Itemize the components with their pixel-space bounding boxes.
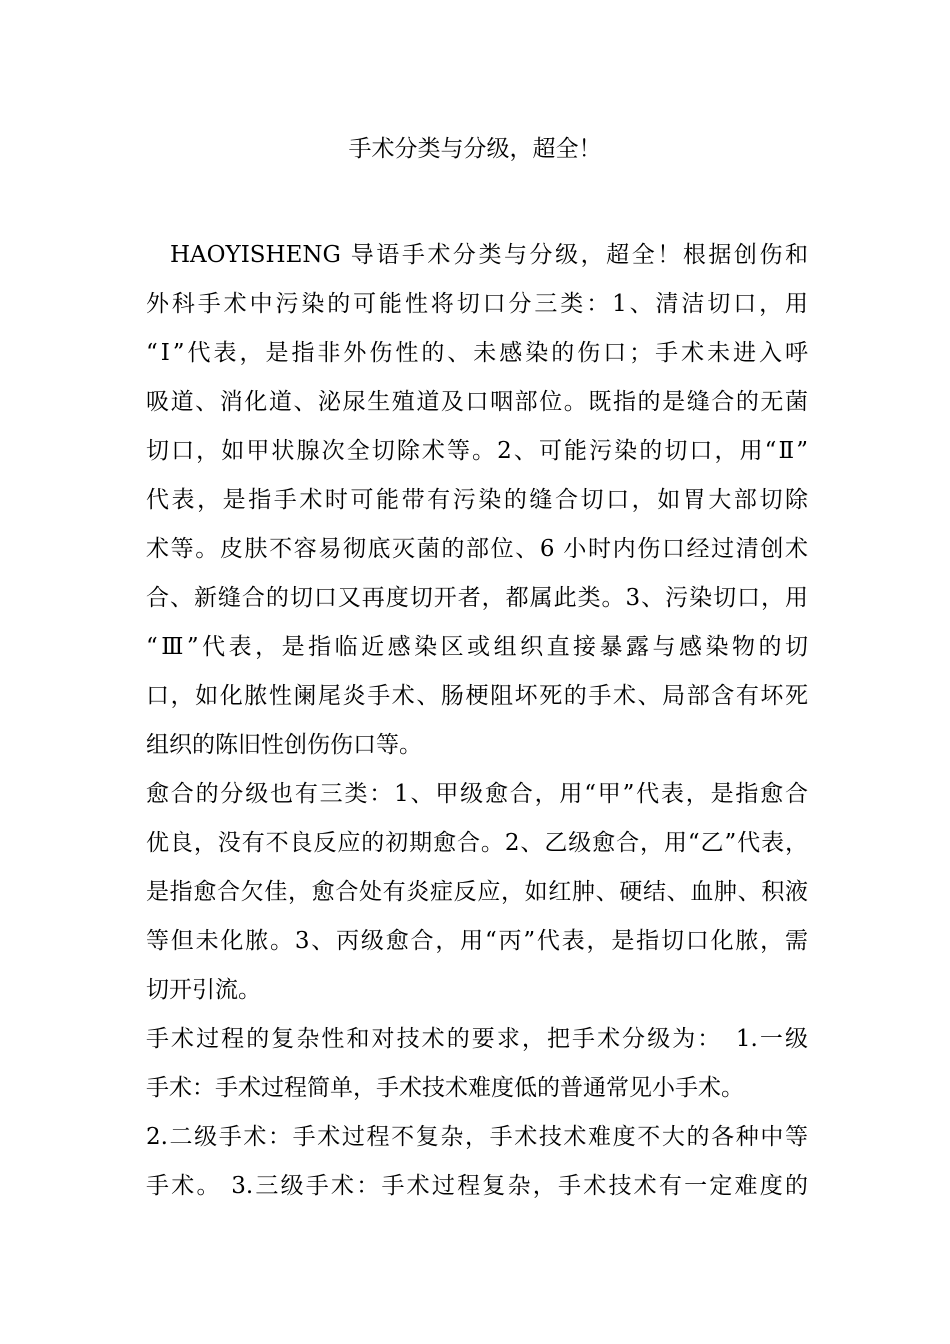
text-line: 愈合的分级也有三类：1、甲级愈合，用“甲”代表，是指愈合: [146, 781, 808, 807]
text-line: 手术。 3.三级手术：手术过程复杂，手术技术有一定难度的: [146, 1173, 808, 1199]
text-line: 手术过程的复杂性和对技术的要求，把手术分级为： 1.一级: [146, 1026, 808, 1052]
text-line: 吸道、消化道、泌尿生殖道及口咽部位。既指的是缝合的无菌: [146, 389, 808, 415]
document-title: 手术分类与分级，超全！: [348, 136, 602, 162]
text-line: 优良，没有不良反应的初期愈合。2、乙级愈合，用“乙”代表，: [146, 830, 808, 856]
text-line: 口，如化脓性阑尾炎手术、肠梗阻坏死的手术、局部含有坏死: [146, 683, 808, 709]
text-line: 等但未化脓。3、丙级愈合，用“丙”代表，是指切口化脓，需: [146, 928, 808, 954]
text-line: 术等。皮肤不容易彻底灭菌的部位、6 小时内伤口经过清创术: [146, 536, 808, 562]
paragraph-wound-classification: [146, 231, 808, 770]
text-line: “Ⅰ”代表，是指非外伤性的、未感染的伤口；手术未进入呼: [146, 340, 808, 366]
text-line: 组织的陈旧性创伤伤口等。: [146, 732, 422, 758]
text-line: 手术：手术过程简单，手术技术难度低的普通常见小手术。: [146, 1075, 744, 1101]
text-line: 切开引流。: [146, 977, 261, 1003]
text-line: 是指愈合欠佳，愈合处有炎症反应，如红肿、硬结、血肿、积液: [146, 879, 808, 905]
text-line: 代表，是指手术时可能带有污染的缝合切口，如胃大部切除: [146, 487, 808, 513]
text-line: 2.二级手术：手术过程不复杂，手术技术难度不大的各种中等: [146, 1124, 808, 1150]
text-line: “Ⅲ”代表，是指临近感染区或组织直接暴露与感染物的切: [146, 634, 808, 660]
document-body: [146, 231, 808, 1211]
paragraph-surgery-levels: [146, 1015, 808, 1211]
text-line: 合、新缝合的切口又再度切开者，都属此类。3、污染切口，用: [146, 585, 808, 611]
paragraph-healing-grades: [146, 770, 808, 1015]
text-line: 切口，如甲状腺次全切除术等。2、可能污染的切口，用“Ⅱ”: [146, 438, 808, 464]
text-line: HAOYISHENG 导语手术分类与分级，超全！根据创伤和: [170, 242, 808, 268]
text-line: 外科手术中污染的可能性将切口分三类：1、清洁切口，用: [146, 291, 808, 317]
